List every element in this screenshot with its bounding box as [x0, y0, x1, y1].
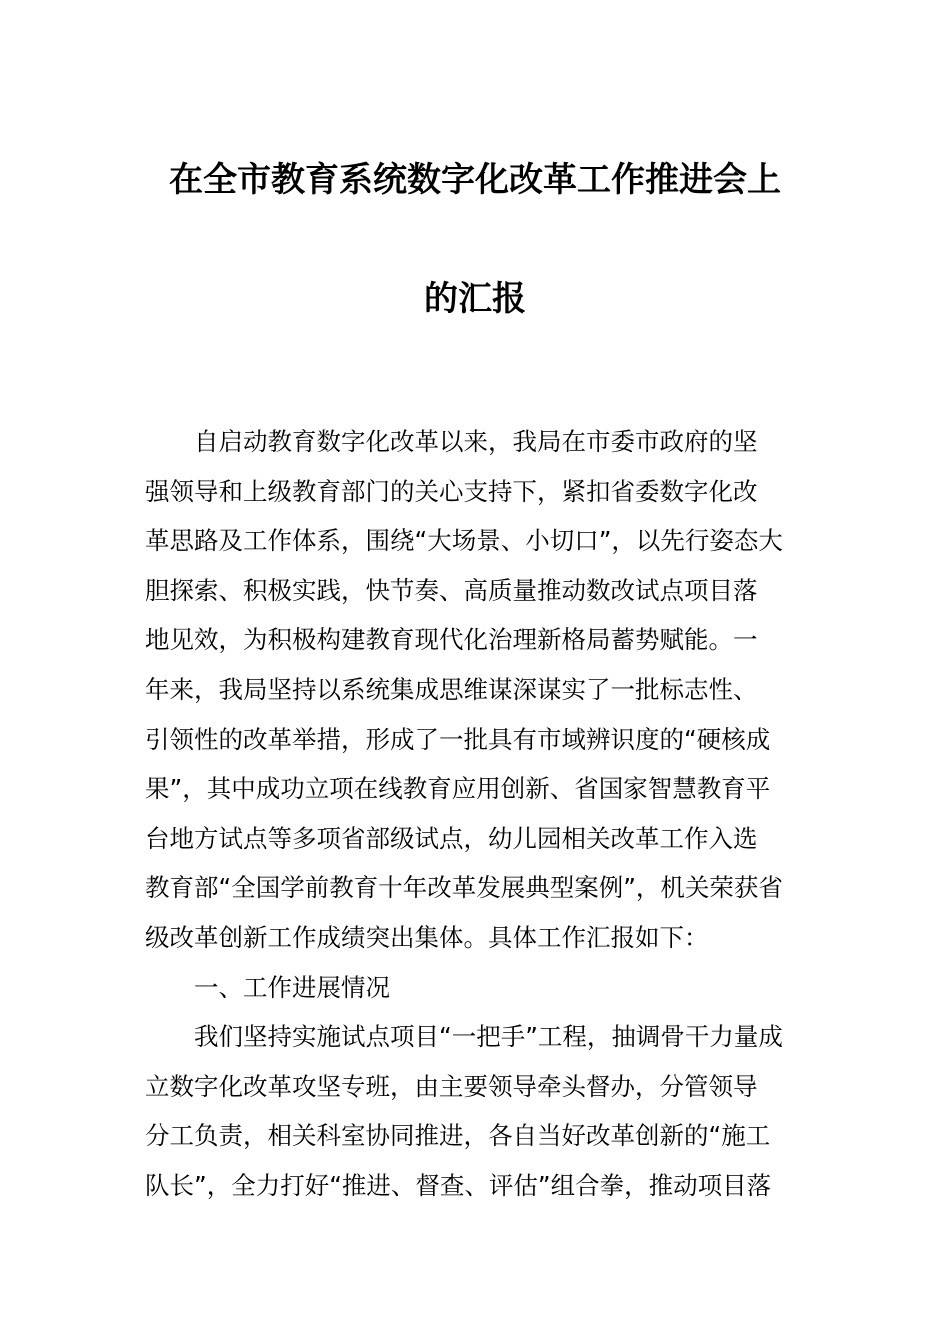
paragraph-line: 年来，我局坚持以系统集成思维谋深谋实了一批标志性、	[145, 674, 758, 704]
paragraph-line: 地见效，为积极构建教育现代化治理新格局蓄势赋能。一	[145, 625, 758, 655]
paragraph-line: 分工负责，相关科室协同推进，各自当好改革创新的“施工	[145, 1121, 771, 1151]
document-body	[145, 417, 807, 1211]
paragraph-line: 革思路及工作体系，围绕“大场景、小切口”，以先行姿态大	[145, 526, 783, 556]
paragraph-line: 引领性的改革举措，形成了一批具有市域辨识度的“硬核成	[145, 724, 771, 754]
document-title-line-1: 在全市教育系统数字化改革工作推进会上	[169, 160, 781, 200]
paragraph-line: 我们坚持实施试点项目“一把手”工程，抽调骨干力量成	[194, 1022, 783, 1052]
paragraph-line: 级改革创新工作成绩突出集体。具体工作汇报如下：	[145, 922, 709, 952]
section-heading: 一、工作进展情况	[194, 972, 390, 1002]
paragraph-line: 胆探索、积极实践，快节奏、高质量推动数改试点项目落	[145, 575, 758, 605]
document-title-line-2: 的汇报	[424, 279, 526, 319]
paragraph-line: 果”，其中成功立项在线教育应用创新、省国家智慧教育平	[145, 774, 771, 804]
paragraph-line: 立数字化改革攻坚专班，由主要领导牵头督办，分管领导	[145, 1071, 758, 1101]
paragraph-line: 强领导和上级教育部门的关心支持下，紧扣省委数字化改	[145, 476, 758, 506]
paragraph-line: 自启动教育数字化改革以来，我局在市委市政府的坚	[194, 427, 758, 456]
paragraph-line: 台地方试点等多项省部级试点，幼儿园相关改革工作入选	[145, 823, 758, 853]
paragraph-line: 教育部“全国学前教育十年改革发展典型案例”，机关荣获省	[145, 873, 783, 903]
paragraph-line: 队长”，全力打好“推进、督查、评估”组合拳，推动项目落	[145, 1170, 772, 1200]
